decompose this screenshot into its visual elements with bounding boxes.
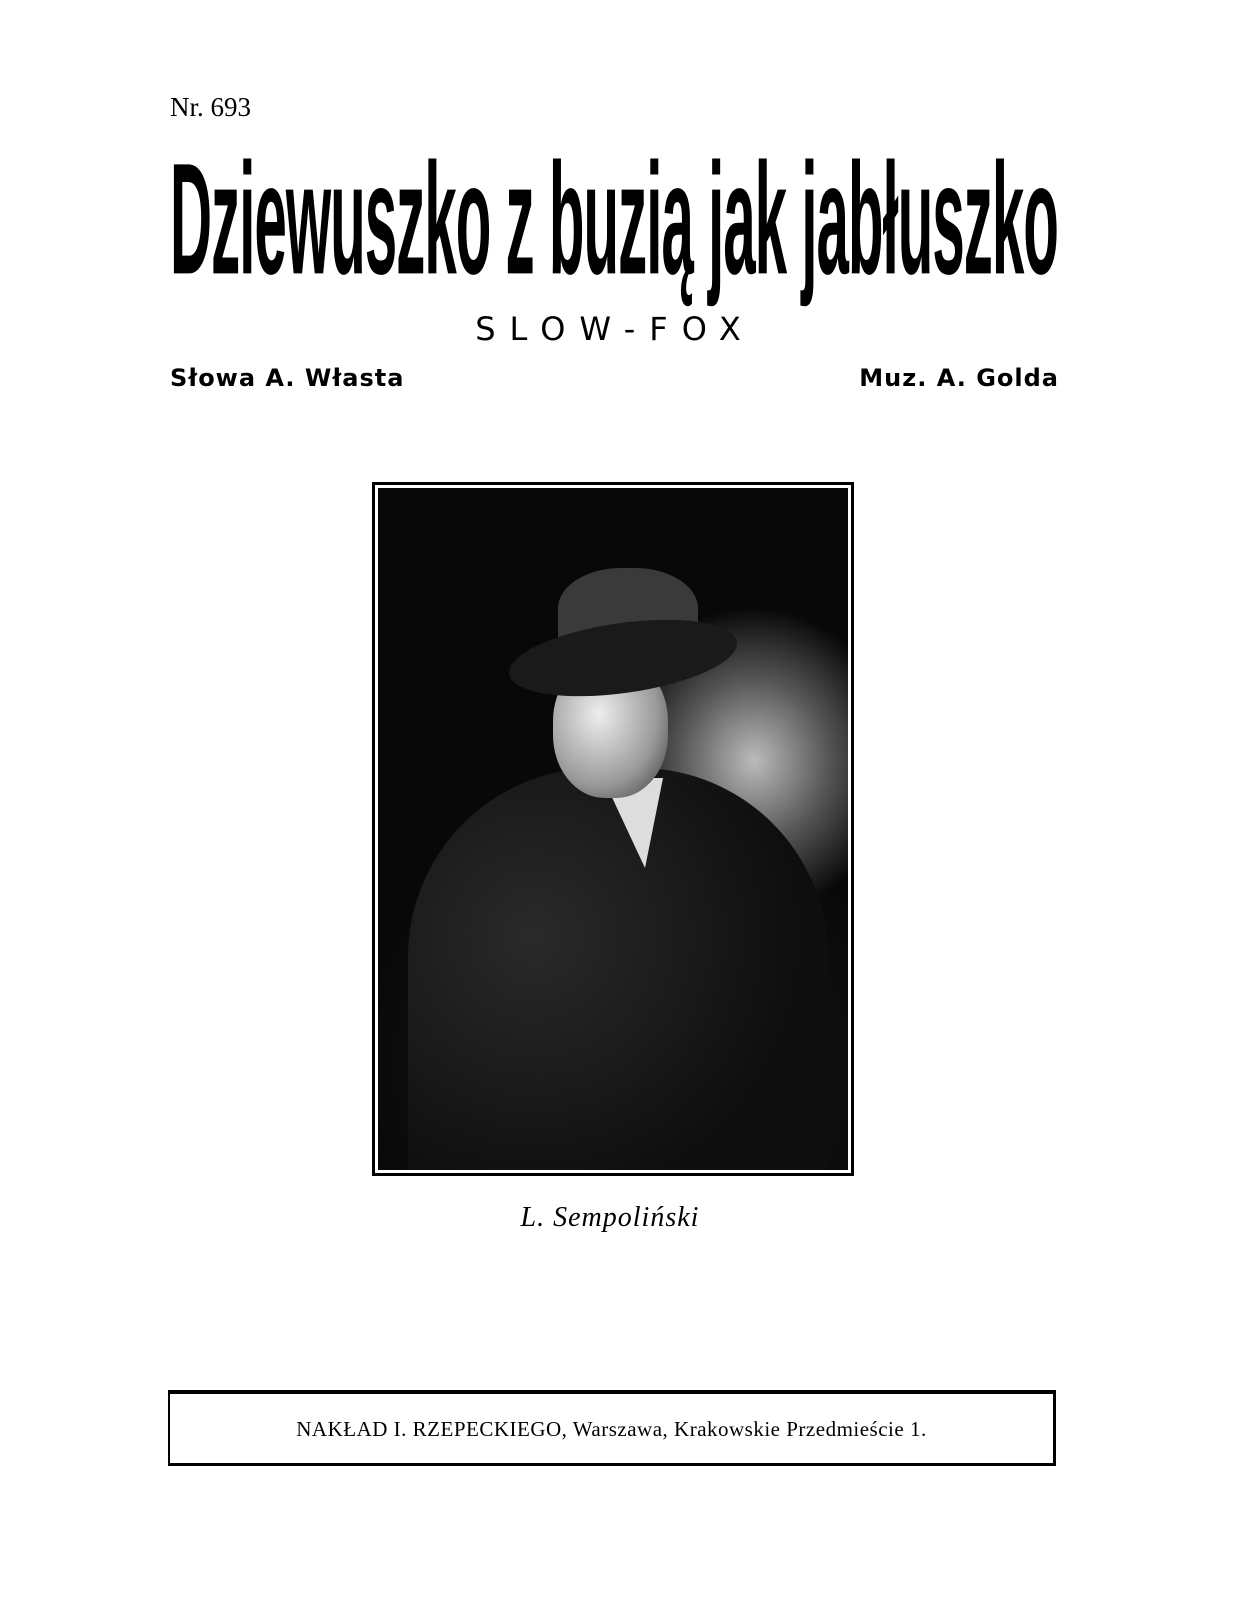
portrait-photo [378, 488, 848, 1170]
photo-caption: L. Sempoliński [520, 1202, 700, 1233]
music-credit: Muz. A. Golda [859, 364, 1059, 392]
lyrics-credit: Słowa A. Własta [170, 364, 405, 392]
publisher-imprint: NAKŁAD I. RZEPECKIEGO, Warszawa, Krakowskie Przedmieście 1. [296, 1417, 927, 1441]
issue-number: Nr. 693 [170, 92, 251, 122]
title-container [170, 130, 1060, 308]
song-title: Dziewuszko z buzią jak jabłuszko [170, 130, 1058, 308]
photo-frame [372, 482, 854, 1176]
dance-type: SLOW-FOX [475, 310, 755, 348]
photo-coat [408, 768, 828, 1170]
publisher-box [168, 1390, 1056, 1466]
